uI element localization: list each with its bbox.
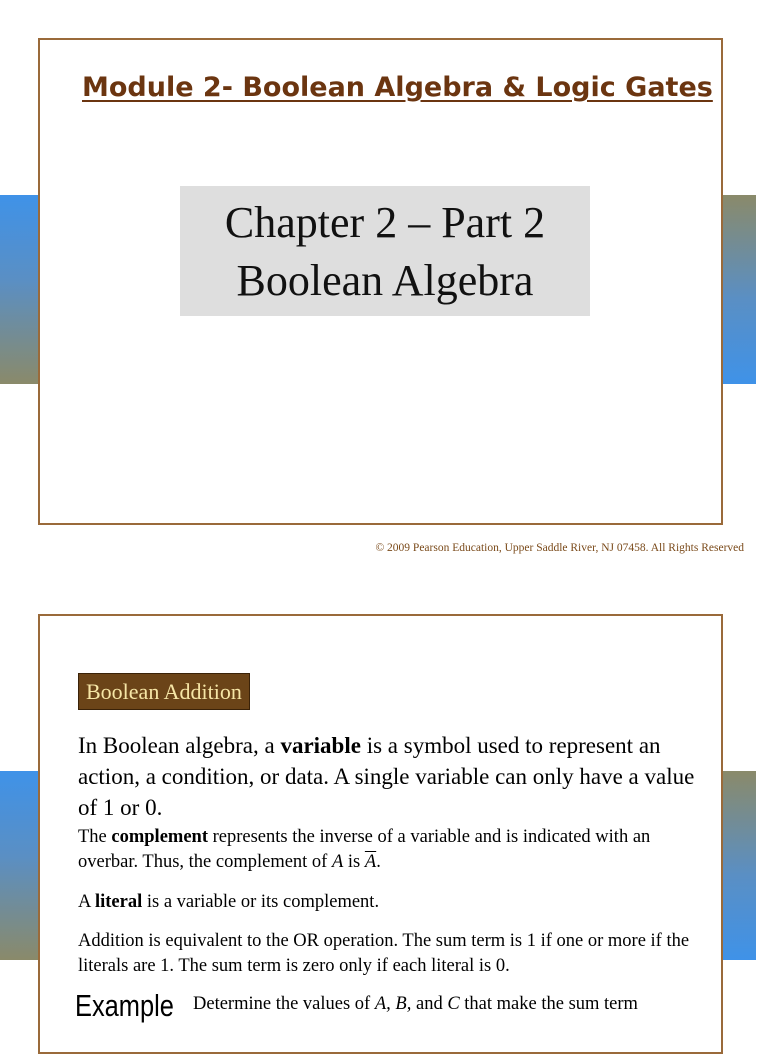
example-var-c: C — [447, 994, 460, 1014]
variable-a: A — [331, 852, 344, 872]
intro-text-1: In Boolean algebra, a — [78, 733, 281, 758]
example-label: Example — [75, 988, 174, 1023]
literal-definition — [78, 890, 708, 915]
intro-text-2: is a symbol used to represent an action, a condition, or data. A single variable can only have a value of 1 or 0. — [78, 733, 695, 820]
example-text-2: and — [411, 994, 448, 1014]
literal-text-2: is a variable or its complement. — [142, 892, 380, 912]
module-title: Module 2- Boolean Algebra & Logic Gates — [82, 72, 713, 103]
complement-definition — [78, 825, 708, 875]
chapter-title-box — [180, 186, 590, 316]
complement-term: complement — [111, 827, 208, 847]
addition-definition: Addition is equivalent to the OR operation. The sum term is 1 if one or more if the literals are 1. The sum term is zero only if each literal is 0. — [78, 931, 690, 976]
slide-1 — [38, 38, 723, 525]
example-text — [193, 992, 713, 1016]
example-text-1: Determine the values of — [193, 994, 375, 1014]
literal-text-1: A — [78, 892, 95, 912]
right-decor-tab-1 — [723, 195, 756, 384]
complement-text-3: is — [343, 852, 365, 872]
variable-a-complement: $\overline{A}$ — [364, 852, 377, 872]
example-var-a: A, — [374, 994, 391, 1014]
copyright-notice: © 2009 Pearson Education, Upper Saddle River, NJ 07458. All Rights Reserved — [375, 542, 744, 554]
literal-term: literal — [94, 892, 143, 912]
intro-term-variable: variable — [280, 733, 361, 758]
variable-definition — [78, 730, 708, 823]
slide-2 — [38, 614, 723, 1054]
right-decor-tab-2 — [723, 771, 756, 960]
chapter-title: Chapter 2 – Part 2 — [224, 198, 546, 247]
left-decor-tab-1 — [0, 195, 38, 384]
example-text-3: that make the sum term — [459, 994, 638, 1014]
complement-text-2: represents the inverse of a variable and is indicated with an overbar. Thus, the complement of — [78, 827, 651, 872]
example-var-b: B, — [395, 994, 412, 1014]
left-decor-tab-2 — [0, 771, 38, 960]
section-label: Boolean Addition — [78, 673, 250, 710]
chapter-subtitle: Boolean Algebra — [236, 256, 534, 305]
complement-text-1: The — [78, 827, 112, 847]
complement-text-4: . — [376, 852, 381, 872]
